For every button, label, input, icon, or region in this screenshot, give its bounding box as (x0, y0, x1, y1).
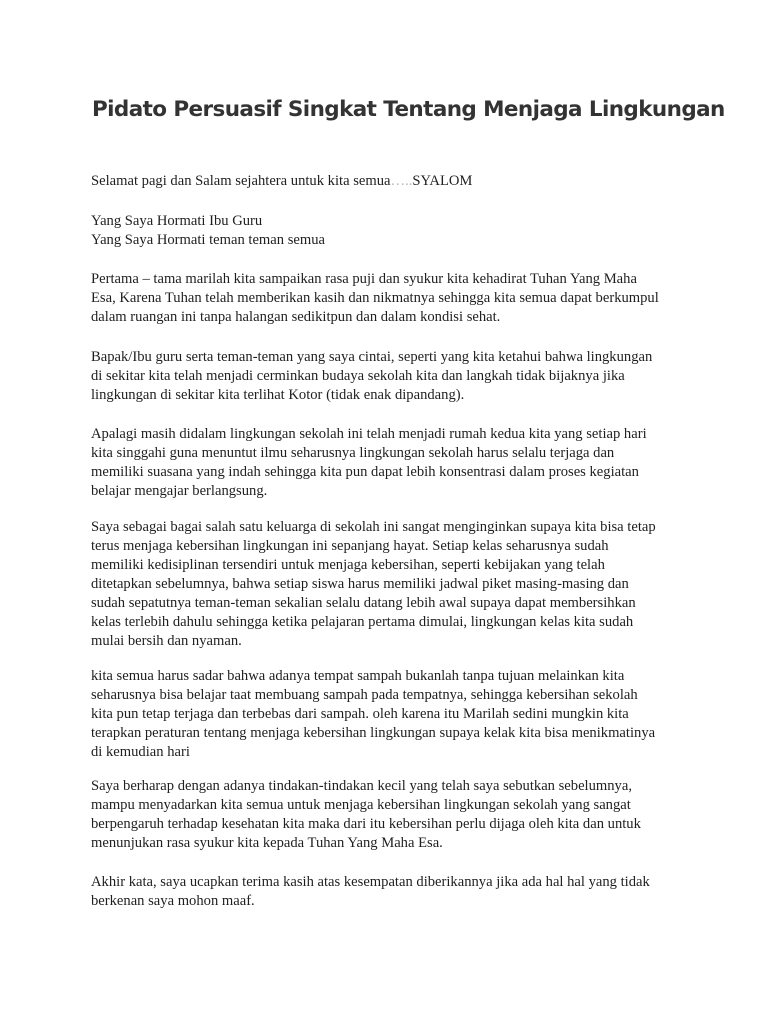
body-paragraph (91, 518, 691, 651)
greeting-text: Selamat pagi dan Salam sejahtera untuk kita semua (91, 173, 391, 189)
paragraph-line: di kemudian hari (91, 744, 190, 760)
paragraph-line: memiliki kedisiplinan tersendiri untuk menjaga kebersihan, seperti kebijakan yang telah (91, 557, 605, 573)
body-paragraph (91, 270, 691, 327)
body-paragraph (91, 667, 691, 762)
body-paragraph (91, 777, 691, 853)
paragraph-line: terus menjaga kebersihan lingkungan ini sepanjang hayat. Setiap kelas seharusnya sudah (91, 538, 609, 554)
paragraph-line: Esa, Karena Tuhan telah memberikan kasih dan nikmatnya sehingga kita semua dapat berkumpul (91, 290, 659, 306)
paragraph-line: Bapak/Ibu guru serta teman-teman yang saya cintai, seperti yang kita ketahui bahwa lingkungan (91, 349, 653, 365)
paragraph-line: dalam ruangan ini tanpa halangan sedikitpun dan dalam kondisi sehat. (91, 309, 501, 325)
paragraph-line: Pertama – tama marilah kita sampaikan rasa puji dan syukur kita kehadirat Tuhan Yang Maha (91, 271, 637, 287)
paragraph-line: Saya berharap dengan adanya tindakan-tindakan kecil yang telah saya sebutkan sebelumnya, (91, 778, 632, 794)
paragraph-line: lingkungan di sekitar kita terlihat Kotor (tidak enak dipandang). (91, 387, 465, 403)
paragraph-line: memiliki suasana yang indah sehingga kita pun dapat lebih konsentrasi dalam proses kegiatan (91, 464, 639, 480)
paragraph-line: sudah sepatutnya teman-teman sekalian selalu datang lebih awal supaya dapat membersihkan (91, 595, 636, 611)
paragraph-line: seharusnya bisa belajar taat membuang sampah pada tempatnya, sehingga kebersihan sekolah (91, 687, 638, 703)
paragraph-line: berkenan saya mohon maaf. (91, 893, 255, 909)
body-paragraph (91, 425, 691, 501)
greeting-closing: SYALOM (412, 173, 473, 189)
paragraph-line: Akhir kata, saya ucapkan terima kasih atas kesempatan diberikannya jika ada hal hal yang tidak (91, 874, 650, 890)
salutation-paragraph (91, 212, 691, 250)
paragraph-line: mampu menyadarkan kita semua untuk menjaga kebersihan lingkungan sekolah yang sangat (91, 797, 631, 813)
paragraph-line: Apalagi masih didalam lingkungan sekolah ini telah menjadi rumah kedua kita yang setiap hari (91, 426, 647, 442)
paragraph-line: Saya sebagai bagai salah satu keluarga di sekolah ini sangat menginginkan supaya kita bisa tetap (91, 519, 656, 535)
document-title: Pidato Persuasif Singkat Tentang Menjaga Lingkungan (92, 97, 725, 122)
paragraph-line: kelas terlebih dahulu sehingga ketika pelajaran pertama dimulai, lingkungan kelas kita sudah (91, 614, 634, 630)
greeting-line (91, 172, 691, 191)
paragraph-line: kita semua harus sadar bahwa adanya tempat sampah bukanlah tanpa tujuan melainkan kita (91, 668, 625, 684)
paragraph-line: di sekitar kita telah menjadi cerminkan budaya sekolah kita dan langkah tidak bijaknya jika (91, 368, 625, 384)
salutation-line: Yang Saya Hormati Ibu Guru (91, 213, 263, 229)
paragraph-line: ditetapkan sebelumnya, bahwa setiap siswa harus memiliki jadwal piket masing-masing dan (91, 576, 629, 592)
paragraph-line: berpengaruh terhadap kesehatan kita maka dari itu kebersihan perlu dijaga oleh kita dan untuk (91, 816, 641, 832)
paragraph-line: belajar mengajar berlangsung. (91, 483, 268, 499)
paragraph-line: kita singgahi guna menuntut ilmu seharusnya lingkungan sekolah harus selalu terjaga dan (91, 445, 615, 461)
closing-paragraph (91, 873, 691, 911)
paragraph-line: menunjukan rasa syukur kita kepada Tuhan Yang Maha Esa. (91, 835, 443, 851)
paragraph-line: kita pun tetap terjaga dan terbebas dari sampah. oleh karena itu Marilah sedini mungkin kita (91, 706, 629, 722)
greeting-ellipsis: ….. (390, 173, 413, 189)
salutation-line: Yang Saya Hormati teman teman semua (91, 232, 325, 248)
greeting-paragraph (91, 172, 691, 191)
body-paragraph (91, 348, 691, 405)
paragraph-line: mulai bersih dan nyaman. (91, 633, 242, 649)
paragraph-line: terapkan peraturan tentang menjaga kebersihan lingkungan supaya kelak kita bisa menikmatinya (91, 725, 656, 741)
